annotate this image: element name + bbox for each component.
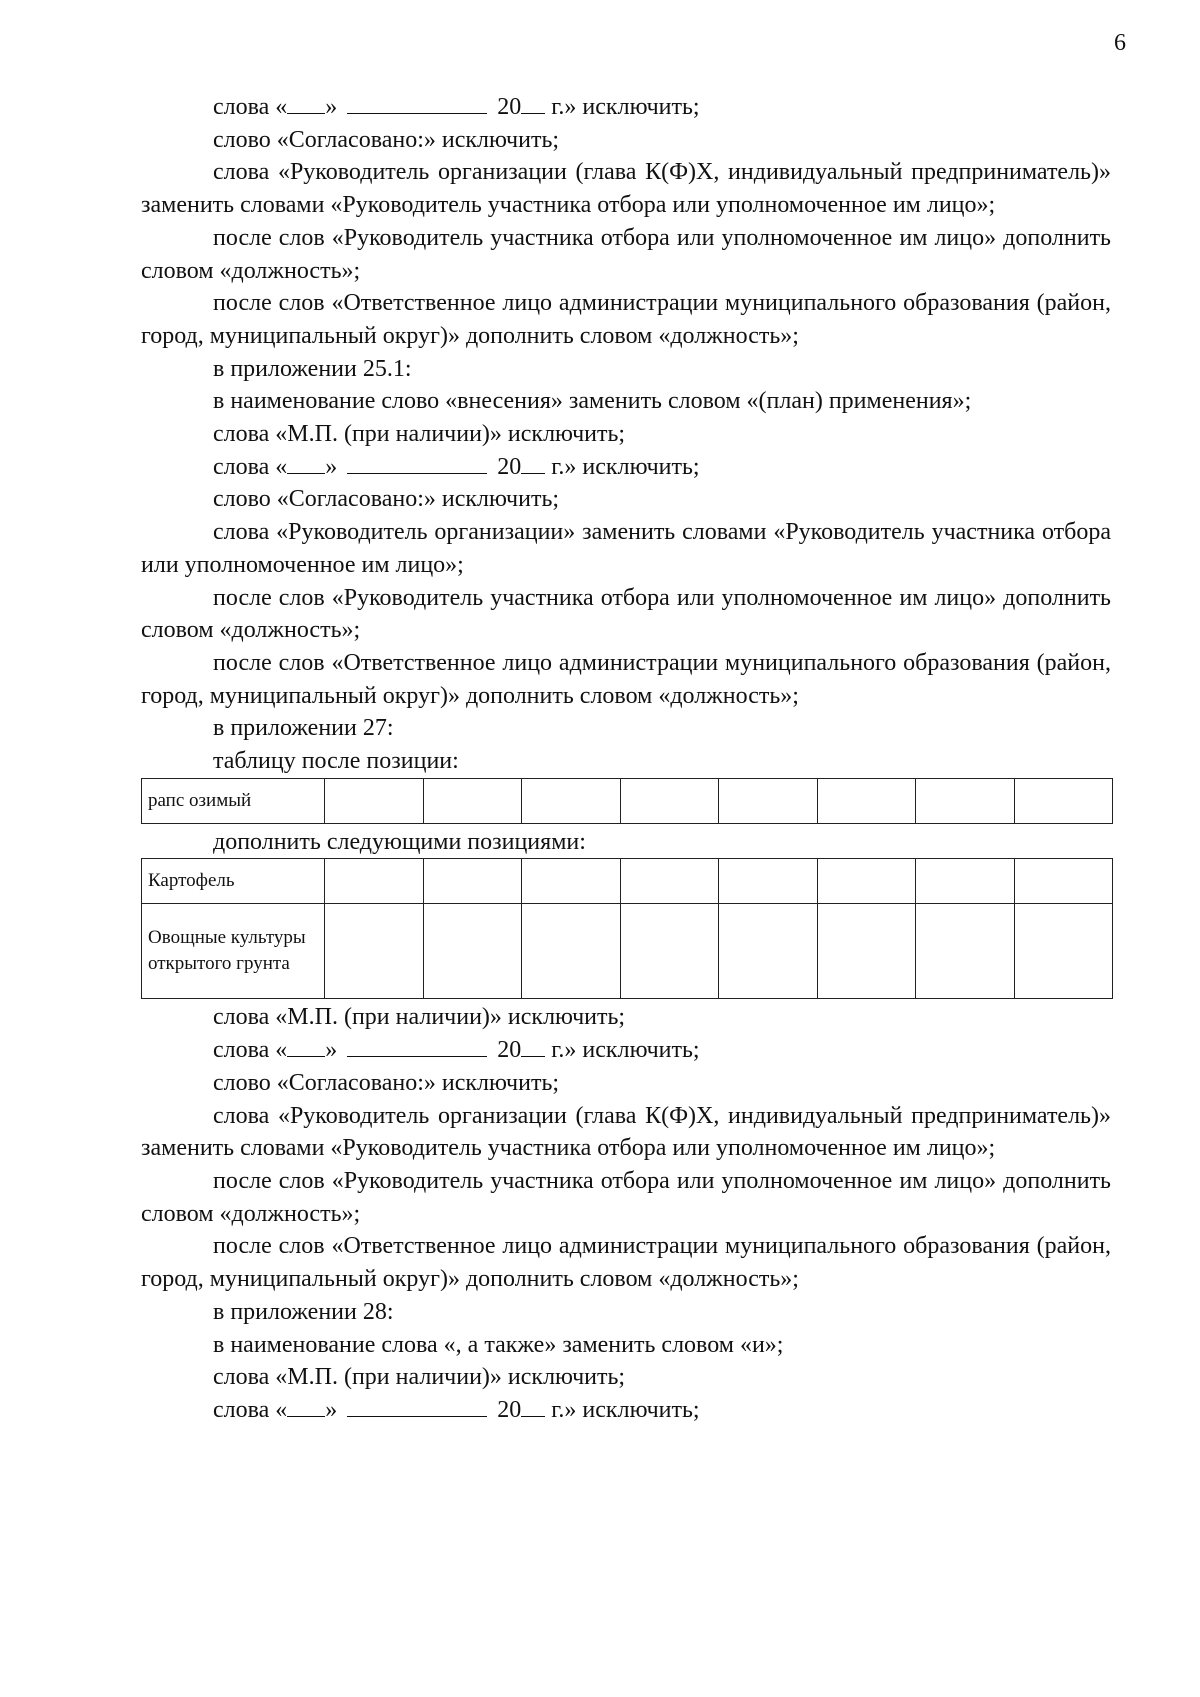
paragraph: слова «Руководитель организации (глава К(Ф)Х, индивидуальный предприниматель)» заменить словами «Руководитель участника отбора или уполномоченное им лицо»;: [141, 1102, 1111, 1162]
table-cell: [522, 859, 621, 904]
table-caption: дополнить следующими позициями:: [213, 828, 586, 855]
paragraph: слово «Согласовано:» исключить;: [213, 126, 560, 153]
date-phrase: слова « » 20 г.» исключить;: [213, 94, 700, 120]
paragraph: таблицу после позиции:: [213, 748, 459, 775]
block-1: [141, 124, 1111, 451]
paragraph: слова «Руководитель организации» заменить словами «Руководитель участника отбора или уполномоченное им лицо»;: [141, 519, 1111, 578]
table-cell: [916, 778, 1015, 823]
table-new-positions: [141, 858, 1113, 999]
table-cell: [719, 904, 818, 999]
table-cell-crop: Картофель: [142, 859, 325, 904]
table-cell: [719, 778, 818, 823]
date-phrase: слова « » 20 г.» исключить;: [213, 453, 700, 480]
paragraph: после слов «Ответственное лицо администрации муниципального образования (район, город, муниципальный округ)» дополнить словом «должность»;: [141, 290, 1111, 349]
paragraph: слова «М.П. (при наличии)» исключить;: [213, 1364, 626, 1391]
table-cell: [522, 904, 621, 999]
paragraph: слово «Согласовано:» исключить;: [213, 486, 560, 513]
table-cell: [325, 904, 424, 999]
block-3: [141, 1001, 1111, 1034]
date-phrase: слова « » 20 г.» исключить;: [213, 1037, 700, 1064]
paragraph: после слов «Руководитель участника отбора или уполномоченное им лицо» дополнить словом «должность»;: [141, 1167, 1111, 1227]
table-cell: [522, 778, 621, 823]
table-cell: [620, 778, 719, 823]
document-body: [141, 91, 1111, 1427]
paragraph: слова «М.П. (при наличии)» исключить;: [213, 1004, 626, 1031]
table-cell: [620, 904, 719, 999]
table-cell-crop: Овощные культуры открытого грунта: [142, 904, 325, 999]
table-cell: [620, 859, 719, 904]
table-cell: [916, 904, 1015, 999]
table-row: [142, 859, 1113, 904]
table-cell: [817, 904, 916, 999]
table-cell: [719, 859, 818, 904]
paragraph: слова «Руководитель организации (глава К(Ф)Х, индивидуальный предприниматель)» заменить словами «Руководитель участника отбора или уполномоченное им лицо»;: [141, 159, 1111, 219]
paragraph: в приложении 25.1:: [213, 355, 412, 382]
table-cell: [423, 859, 522, 904]
paragraph: после слов «Руководитель участника отбора или уполномоченное им лицо» дополнить словом «должность»;: [141, 584, 1111, 644]
paragraph: после слов «Руководитель участника отбора или уполномоченное им лицо» дополнить словом «должность»;: [141, 224, 1111, 284]
paragraph: в наименование слова «, а также» заменить словом «и»;: [213, 1331, 784, 1358]
paragraph: слово «Согласовано:» исключить;: [213, 1069, 560, 1096]
table-cell: [916, 859, 1015, 904]
paragraph: после слов «Ответственное лицо администрации муниципального образования (район, город, муниципальный округ)» дополнить словом «должность»;: [141, 1233, 1111, 1293]
table-cell: [423, 904, 522, 999]
table-position-before: [141, 778, 1113, 824]
table-cell: [1014, 859, 1113, 904]
paragraph: в приложении 28:: [213, 1298, 394, 1325]
table-cell: [817, 778, 916, 823]
paragraph: в наименование слово «внесения» заменить словом «(план) применения»;: [213, 388, 972, 415]
table-cell: [1014, 778, 1113, 823]
paragraph: после слов «Ответственное лицо администрации муниципального образования (район, город, муниципальный округ)» дополнить словом «должность»;: [141, 649, 1111, 709]
table-row: [142, 778, 1113, 823]
table-cell-crop: рапс озимый: [142, 778, 325, 823]
table-cell: [325, 859, 424, 904]
date-phrase: слова « » 20 г.» исключить;: [213, 1396, 700, 1423]
paragraph: слова «М.П. (при наличии)» исключить;: [213, 421, 626, 448]
block-4: [141, 1067, 1111, 1394]
block-2: [141, 483, 1111, 777]
paragraph: в приложении 27:: [213, 715, 394, 742]
table-cell: [325, 778, 424, 823]
table-cell: [817, 859, 916, 904]
table-cell: [423, 778, 522, 823]
table-row: [142, 904, 1113, 999]
table-cell: [1014, 904, 1113, 999]
page-number: 6: [1114, 30, 1126, 56]
